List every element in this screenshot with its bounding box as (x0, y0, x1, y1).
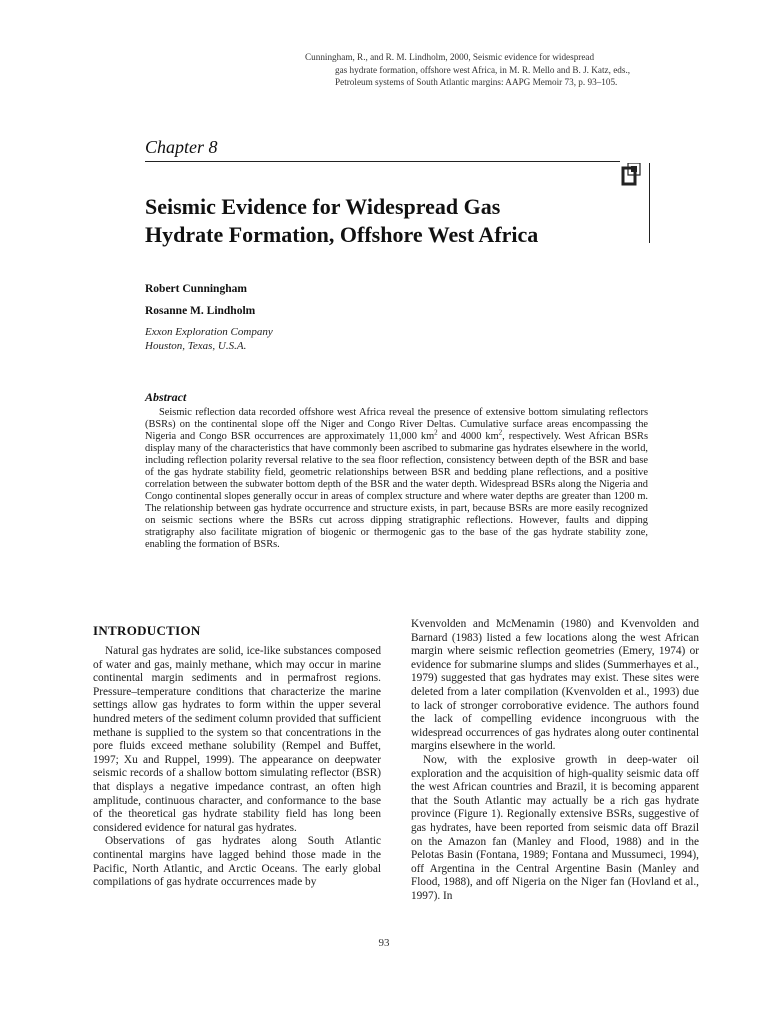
superscript: 2 (434, 428, 438, 437)
paper-title (145, 193, 645, 249)
section-heading: INTRODUCTION (93, 623, 201, 638)
left-column (93, 645, 381, 890)
chapter-label: Chapter 8 (145, 137, 218, 157)
body-paragraph: Kvenvolden and McMenamin (1980) and Kvenvolden and Barnard (1983) listed a few locations along the west African margin where seismic reflection geometries (Emery, 1974) or evidence for submarine slumps and slides (Summerhayes et al., 1979) suggested that gas hydrates may exist. These sites were deleted from a later compilation (Kvenvolden et al., 1993) due to lack of stronger corroborative evidence. The authors found the lack of compelling evidence incongruous with the widespread occurrences of gas hydrates along outer continental margins elsewhere in the world. (411, 618, 699, 753)
header-rule (145, 161, 620, 162)
body-paragraph: Observations of gas hydrates along South Atlantic continental margins have lagged behind those made in the Pacific, North Atlantic, and Arctic Oceans. The early global compilations of gas hydrate occurrences made by (93, 835, 381, 889)
body-paragraph: Now, with the explosive growth in deep-water oil exploration and the acquisition of high-quality seismic data off the west African countries and Brazil, it is becoming apparent that the South Atlantic may actually be a rich gas hydrate province (Figure 1). Regionally extensive BSRs, suggestive of gas hydrates, have been reported from seismic data off Brazil on the Amazon fan (Manley and Flood, 1988) and in the Pelotas Basin (Fontana, 1989; Fontana and Mussumeci, 1994), off Argentina in the Central Argentine Basin (Manley and Flood, 1988), and off Nigeria on the Niger fan (Hovland et al., 1997). In (411, 753, 699, 902)
page-number: 93 (378, 937, 390, 949)
author-name: Robert Cunningham (145, 283, 247, 295)
abstract-text-part: Seismic reflection data recorded offshore west Africa reveal the presence of extensive bottom simulating reflectors (BSRs) on the continental slope off the Niger and Congo River Deltas. Cumulative surface areas encompassing the Nigeria and Congo BSR occurrences are approximately 11,000 km (145, 407, 648, 442)
title-line: Seismic Evidence for Widespread Gas (145, 194, 501, 219)
abstract-text (145, 407, 648, 551)
abstract-text-part: , respectively. West African BSRs display many of the characteristics that have commonly been ascribed to submarine gas hydrates elsewhere in the world, including reflection polarity reversal relative to the sea floor reflection, consistency between depth of the BSR and base of the gas hydrate stability field, geometric relationships between BSR and bedding plane reflections, and a positive correlation between the subwater bottom depth of the BSR and the water depth. Widespread BSRs along the Nigeria and Congo continental slopes generally occur in areas of complex structure and where water depths are greater than 1200 m. The relationship between gas hydrate occurrence and structure exists, in part, because BSRs are more easily recognized on seismic sections where the BSRs cut across dipping stratigraphic reflections. However, faults and dipping stratigraphy also facilitate migration of biogenic or thermogenic gas to the base of the gas hydrate stability zone, enabling the formation of BSRs. (145, 431, 648, 550)
citation-line: gas hydrate formation, offshore west Africa, in M. R. Mello and B. J. Katz, eds., (335, 64, 631, 75)
title-line: Hydrate Formation, Offshore West Africa (145, 222, 539, 247)
citation-line: Cunningham, R., and R. M. Lindholm, 2000, Seismic evidence for widespread (305, 52, 595, 62)
abstract-text-part: and 4000 km (437, 431, 499, 442)
citation-line: Petroleum systems of South Atlantic margins: AAPG Memoir 73, p. 93–105. (335, 77, 618, 87)
abstract-heading: Abstract (145, 390, 187, 404)
citation-block (305, 51, 655, 89)
superscript: 2 (498, 428, 503, 437)
affiliation-line: Houston, Texas, U.S.A. (145, 340, 247, 352)
body-paragraph: Natural gas hydrates are solid, ice-like substances composed of water and gas, mainly methane, which may occur in marine continental margin sediments and in permafrost regions. Pressure–temperature conditions that characterize the marine settings allow gas hydrates to form within the upper several hundred meters of the sediment column provided that sufficient methane is supplied to the system so that concentrations in the pore fluids exceed methane solubility (Rempel and Buffet, 1997; Xu and Ruppel, 1999). The appearance on deepwater seismic records of a shallow bottom simulating reflector (BSR) that displays a negative impedance contrast, an often high amplitude, continuous character, and conformance to the base of the theoretical gas hydrate stability field has long been considered evidence for natural gas hydrates. (93, 645, 381, 834)
right-column (411, 618, 699, 903)
chapter-ornament-icon (620, 163, 650, 189)
affiliation-line: Exxon Exploration Company (145, 326, 273, 338)
author-name: Rosanne M. Lindholm (145, 305, 256, 317)
affiliation (145, 325, 273, 353)
